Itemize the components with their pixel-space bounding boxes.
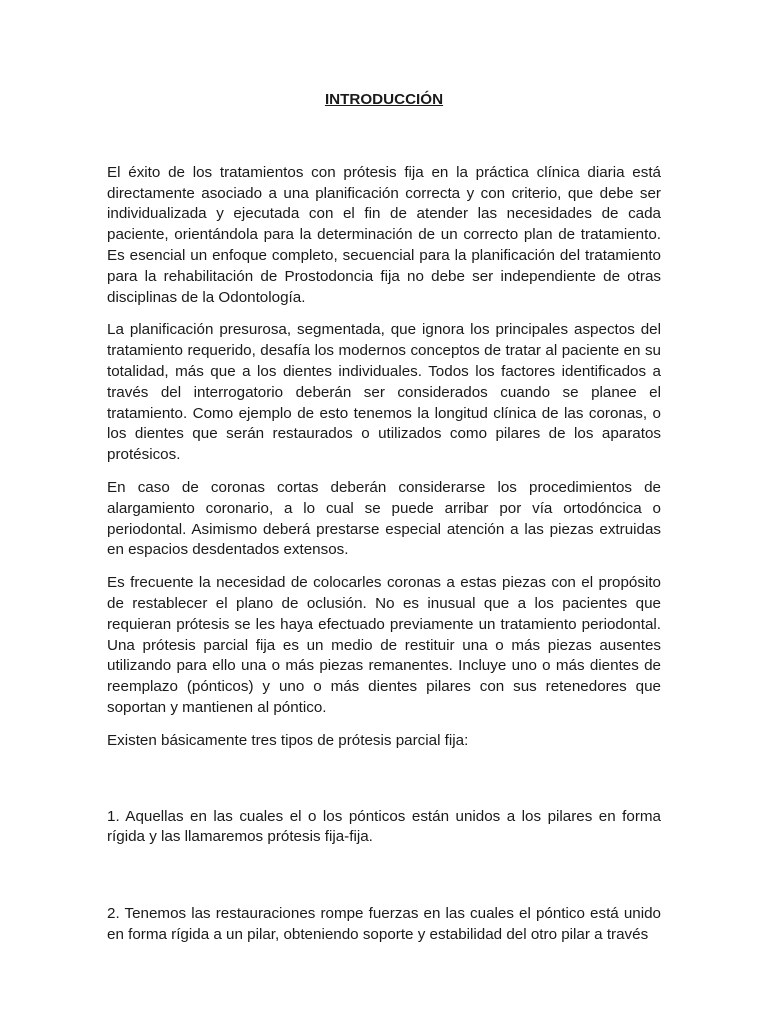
paragraph-short-crowns: En caso de coronas cortas deberán considerarse los procedimientos de alargamiento coronario, a lo cual se puede arribar por vía ortodóncica o periodontal. Asimismo deberá prestarse especial atención a las piezas extruidas en espacios desdentados extensos. bbox=[107, 478, 661, 559]
document-page bbox=[107, 90, 661, 946]
list-item: 2. Tenemos las restauraciones rompe fuerzas en las cuales el póntico está unido en forma rígida a un pilar, obteniendo soporte y estabilidad del otro pilar a través bbox=[107, 905, 661, 943]
list-item: 1. Aquellas en las cuales el o los pónticos están unidos a los pilares en forma rígida y las llamaremos prótesis fija-fija. bbox=[107, 807, 661, 846]
paragraph-intro: El éxito de los tratamientos con prótesis fija en la práctica clínica diaria está directamente asociado a una planificación correcta y con criterio, que debe ser individualizada y ejecutada con el fin de atender las necesidades de cada paciente, orientándola para la determinación de un correcto plan de tratamiento. Es esencial un enfoque completo, secuencial para la planificación del tratamiento para la rehabilitación de Prostodoncia fija no debe ser independiente de otras disciplinas de la Odontología. bbox=[107, 163, 661, 306]
paragraph-planning: La planificación presurosa, segmentada, que ignora los principales aspectos del tratamiento requerido, desafía los modernos conceptos de tratar al paciente en su totalidad, más que a los dientes individuales. Todos los factores identificados a través del interrogatorio deberán ser considerados cuando se planee el tratamiento. Como ejemplo de esto tenemos la longitud clínica de las coronas, o los dientes que serán restaurados o utilizados como pilares de los aparatos protésicos. bbox=[107, 321, 661, 464]
paragraph-occlusion: Es frecuente la necesidad de colocarles coronas a estas piezas con el propósito de restablecer el plano de oclusión. No es inusual que a los pacientes que requieran prótesis se les haya efectuado previamente un tratamiento periodontal. Una prótesis parcial fija es un medio de restituir una o más piezas ausentes utilizando para ello una o más piezas remanentes. Incluye uno o más dientes de reemplazo (pónticos) y uno o más dientes pilares con sus retenedores que soportan y mantienen al póntico. bbox=[107, 574, 661, 716]
paragraph-types-lead: Existen básicamente tres tipos de prótesis parcial fija: bbox=[107, 731, 469, 749]
page-title: INTRODUCCIÓN bbox=[324, 91, 444, 108]
